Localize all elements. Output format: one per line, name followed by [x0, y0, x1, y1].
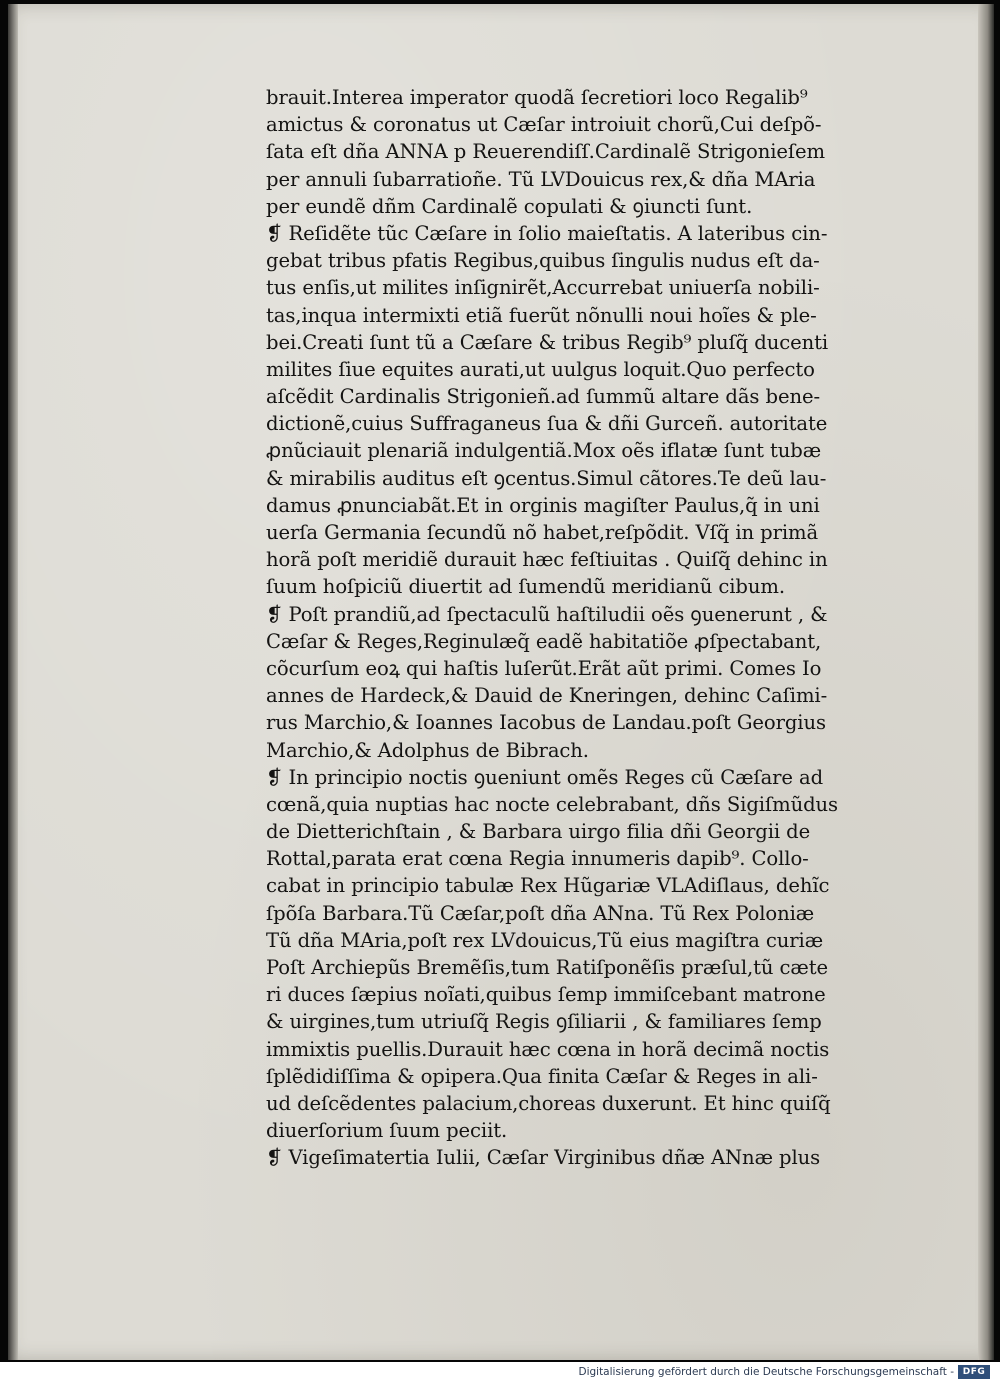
- text-line: diuerſorium ſuum peciit.: [266, 1119, 508, 1143]
- text-line: ❡ Reſidẽte tũc Cæſare in ſolio maieſtatis. A lateribus cin-: [266, 221, 828, 245]
- text-line: ud deſcẽdentes palacium,choreas duxerunt. Et hinc quiſq̃: [266, 1091, 831, 1115]
- text-line: ❡ Poſt prandiũ,ad ſpectaculũ haſtiludii oẽs ꝯuenerunt , &: [266, 602, 828, 626]
- text-line: cõcurſum eoꝝ qui haſtis luſerũt.Erãt aũt primi. Comes Io: [266, 656, 822, 680]
- text-line: Cæſar & Reges,Reginulæq̃ eadẽ habitatiõe ꝓſpectabant,: [266, 629, 822, 653]
- text-line: aſcẽdit Cardinalis Strigonieñ.ad ſummũ altare dãs bene-: [266, 385, 820, 409]
- text-line: cœnã,quia nuptias hac nocte celebrabant, dñs Sigiſmũdus: [266, 792, 838, 816]
- text-line: & uirgines,tum utriuſq̃ Regis ꝯſiliarii , & familiares ſemp: [266, 1010, 822, 1034]
- text-line: horã poſt meridiẽ durauit hæc feſtiuitas . Quiſq̃ dehinc in: [266, 548, 828, 572]
- text-line: milites ſiue equites aurati,ut uulgus loquit.Quo perfecto: [266, 357, 815, 381]
- text-line: Rottal,parata erat cœna Regia innumeris dapib⁹. Collo-: [266, 847, 809, 871]
- funding-credit: Digitalisierung gefördert durch die Deutsche Forschungsgemeinschaft -: [578, 1366, 954, 1378]
- text-line: tas,inqua intermixti etiã fuerũt nõnulli noui hoĩes & ple-: [266, 303, 817, 327]
- text-line: ❡ Vigeſimatertia Iulii, Cæſar Virginibus dñæ ANnæ plus: [266, 1146, 821, 1170]
- text-line: ſata eſt dña ANNA p Reuerendiſſ.Cardinalẽ Strigonieſem: [266, 140, 826, 164]
- text-line: gebat tribus pfatis Regibus,quibus ſingulis nudus eſt da-: [266, 249, 820, 273]
- text-line: immixtis puellis.Durauit hæc cœna in horã decimã noctis: [266, 1037, 830, 1061]
- page-edge: [978, 4, 994, 1360]
- page-gutter-shadow: [8, 4, 18, 1360]
- text-line: ſpõſa Barbara.Tũ Cæſar,poſt dña ANna. Tũ Rex Poloniæ: [266, 901, 815, 925]
- text-line: ❡ In principio noctis ꝯueniunt omẽs Reges cũ Cæſare ad: [266, 765, 824, 789]
- text-line: Tũ dña MAria,poſt rex LVdouicus,Tũ eius magiſtra curiæ: [266, 928, 824, 952]
- text-line: & mirabilis auditus eſt ꝯcentus.Simul cãtores.Te deũ lau-: [266, 466, 827, 490]
- text-line: ꝓnũciauit plenariã indulgentiã.Mox oẽs iflatæ ſunt tubæ: [266, 439, 822, 463]
- text-line: brauit.Interea imperator quodã ſecretiori loco Regalib⁹: [266, 86, 808, 109]
- text-line: dictionẽ,cuius Suffraganeus ſua & dñi Gurceñ. autoritate: [266, 412, 828, 436]
- text-line: damus ꝓnunciabãt.Et in orginis magiſter Paulus,q̃ in uni: [266, 493, 820, 517]
- text-line: bei.Creati ſunt tũ a Cæſare & tribus Regib⁹ pluſq̃ ducenti: [266, 330, 829, 354]
- text-line: ri duces ſæpius noĩati,quibus ſemp immiſcebant matrone: [266, 983, 826, 1007]
- text-line: ſplẽdidiſſima & opipera.Qua finita Cæſar & Reges in ali-: [266, 1064, 818, 1088]
- text-line: rus Marchio,& Ioannes Iacobus de Landau.poſt Georgius: [266, 711, 826, 735]
- text-line: amictus & coronatus ut Cæſar introiuit chorũ,Cui deſpõ-: [266, 113, 822, 137]
- digitization-footer: [0, 1362, 1000, 1384]
- text-line: annes de Hardeck,& Dauid de Kneringen, dehinc Caſimi-: [266, 684, 828, 708]
- text-line: de Dietterichſtain , & Barbara uirgo filia dñi Georgii de: [266, 820, 811, 844]
- text-line: cabat in principio tabulæ Rex Hũgariæ VLAdiſlaus, dehĩc: [266, 874, 830, 898]
- text-line: per eundẽ dñm Cardinalẽ copulati & ꝯiuncti ſunt.: [266, 194, 753, 218]
- text-line: Poſt Archiepũs Bremẽſis,tum Ratiſponẽſis præſul,tũ cæte: [266, 956, 829, 979]
- text-line: per annuli ſubarratioñe. Tũ LVDouicus rex,& dña MAria: [266, 167, 816, 191]
- page-text-block: [266, 84, 926, 1172]
- dfg-logo: DFG: [958, 1365, 990, 1379]
- text-line: Marchio,& Adolphus de Bibrach.: [266, 738, 589, 762]
- text-line: ſuum hoſpiciũ diuertit ad ſumendũ meridianũ cibum.: [266, 575, 785, 599]
- text-line: uerſa Germania ſecundũ nõ habet,reſpõdit. Vſq̃ in primã: [266, 521, 819, 544]
- text-line: tus enſis,ut milites inſignirẽt,Accurrebat uniuerſa nobili-: [266, 276, 820, 300]
